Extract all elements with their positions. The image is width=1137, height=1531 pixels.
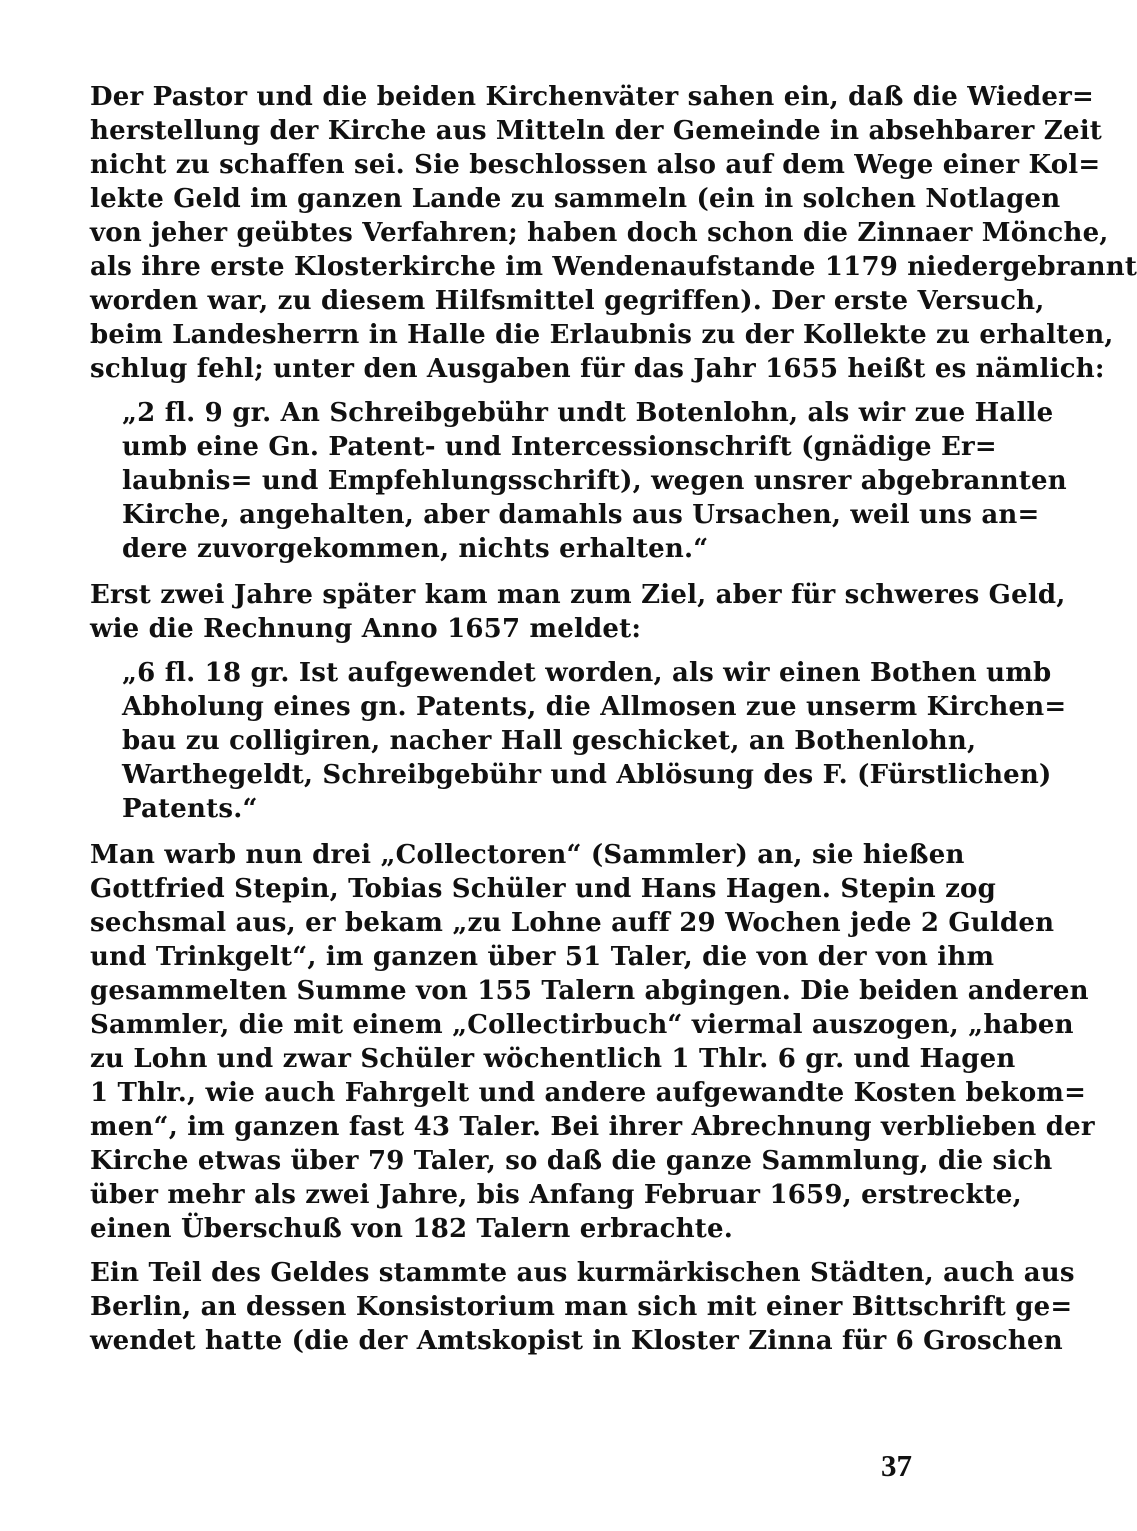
quote-line: Abholung eines gn. Patents, die Allmosen zue unserm Kirchen= [122,692,1067,722]
text-line: Erst zwei Jahre später kam man zum Ziel, aber für schweres Geld, [90,580,1066,610]
quote-line: dere zuvorgekommen, nichts erhalten.“ [122,534,709,564]
quote-line: Patents.“ [122,794,258,824]
text-line: als ihre erste Klosterkirche im Wendenaufstande 1179 niedergebrannt [90,252,1137,282]
quote-line: „2 fl. 9 gr. An Schreibgebühr undt Botenlohn, als wir zue Halle [122,398,1054,428]
quote-line: bau zu colligiren, nacher Hall geschicket, an Bothenlohn, [122,726,977,756]
quote-line: Warthegeldt, Schreibgebühr und Ablösung des F. (Fürstlichen) [122,760,1052,790]
text-line: Ein Teil des Geldes stammte aus kurmärkischen Städten, auch aus [90,1258,1075,1288]
text-line: einen Überschuß von 182 Talern erbrachte. [90,1214,734,1244]
text-line: worden war, zu diesem Hilfsmittel gegriffen). Der erste Versuch, [90,286,1045,316]
text-line: und Trinkgelt“, im ganzen über 51 Taler, die von der von ihm [90,942,995,972]
text-line: lekte Geld im ganzen Lande zu sammeln (ein in solchen Notlagen [90,184,1061,214]
quote-line: laubnis= und Empfehlungsschrift), wegen unsrer abgebrannten [122,466,1067,496]
text-line: schlug fehl; unter den Ausgaben für das Jahr 1655 heißt es nämlich: [90,354,1105,384]
text-line: gesammelten Summe von 155 Talern abgingen. Die beiden anderen [90,976,1089,1006]
text-line: zu Lohn und zwar Schüler wöchentlich 1 Thlr. 6 gr. und Hagen [90,1044,1016,1074]
text-line: von jeher geübtes Verfahren; haben doch schon die Zinnaer Mönche, [90,218,1109,248]
text-line: Man warb nun drei „Collectoren“ (Sammler) an, sie hießen [90,840,965,870]
quote-line: „6 fl. 18 gr. Ist aufgewendet worden, als wir einen Bothen umb [122,658,1052,688]
text-line: herstellung der Kirche aus Mitteln der Gemeinde in absehbarer Zeit [90,116,1102,146]
text-line: Gottfried Stepin, Tobias Schüler und Hans Hagen. Stepin zog [90,874,996,904]
text-line: Der Pastor und die beiden Kirchenväter sahen ein, daß die Wieder= [90,82,1095,112]
text-line: nicht zu schaffen sei. Sie beschlossen also auf dem Wege einer Kol= [90,150,1101,180]
text-line: über mehr als zwei Jahre, bis Anfang Februar 1659, erstreckte, [90,1180,1022,1210]
text-line: beim Landesherrn in Halle die Erlaubnis zu der Kollekte zu erhalten, [90,320,1114,350]
text-line: Berlin, an dessen Konsistorium man sich mit einer Bittschrift ge= [90,1292,1073,1322]
text-line: wendet hatte (die der Amtskopist in Kloster Zinna für 6 Groschen [90,1326,1063,1356]
text-line: 1 Thlr., wie auch Fahrgelt und andere aufgewandte Kosten bekom= [90,1078,1087,1108]
quote-line: Kirche, angehalten, aber damahls aus Ursachen, weil uns an= [122,500,1040,530]
text-line: sechsmal aus, er bekam „zu Lohne auff 29 Wochen jede 2 Gulden [90,908,1055,938]
text-line: men“, im ganzen fast 43 Taler. Bei ihrer Abrechnung verblieben der [90,1112,1095,1142]
text-line: Sammler, die mit einem „Collectirbuch“ viermal auszogen, „haben [90,1010,1074,1040]
page-number: 37 [881,1448,912,1483]
text-line: wie die Rechnung Anno 1657 meldet: [90,614,642,644]
quote-line: umb eine Gn. Patent- und Intercessionschrift (gnädige Er= [122,432,997,462]
text-line: Kirche etwas über 79 Taler, so daß die ganze Sammlung, die sich [90,1146,1053,1176]
